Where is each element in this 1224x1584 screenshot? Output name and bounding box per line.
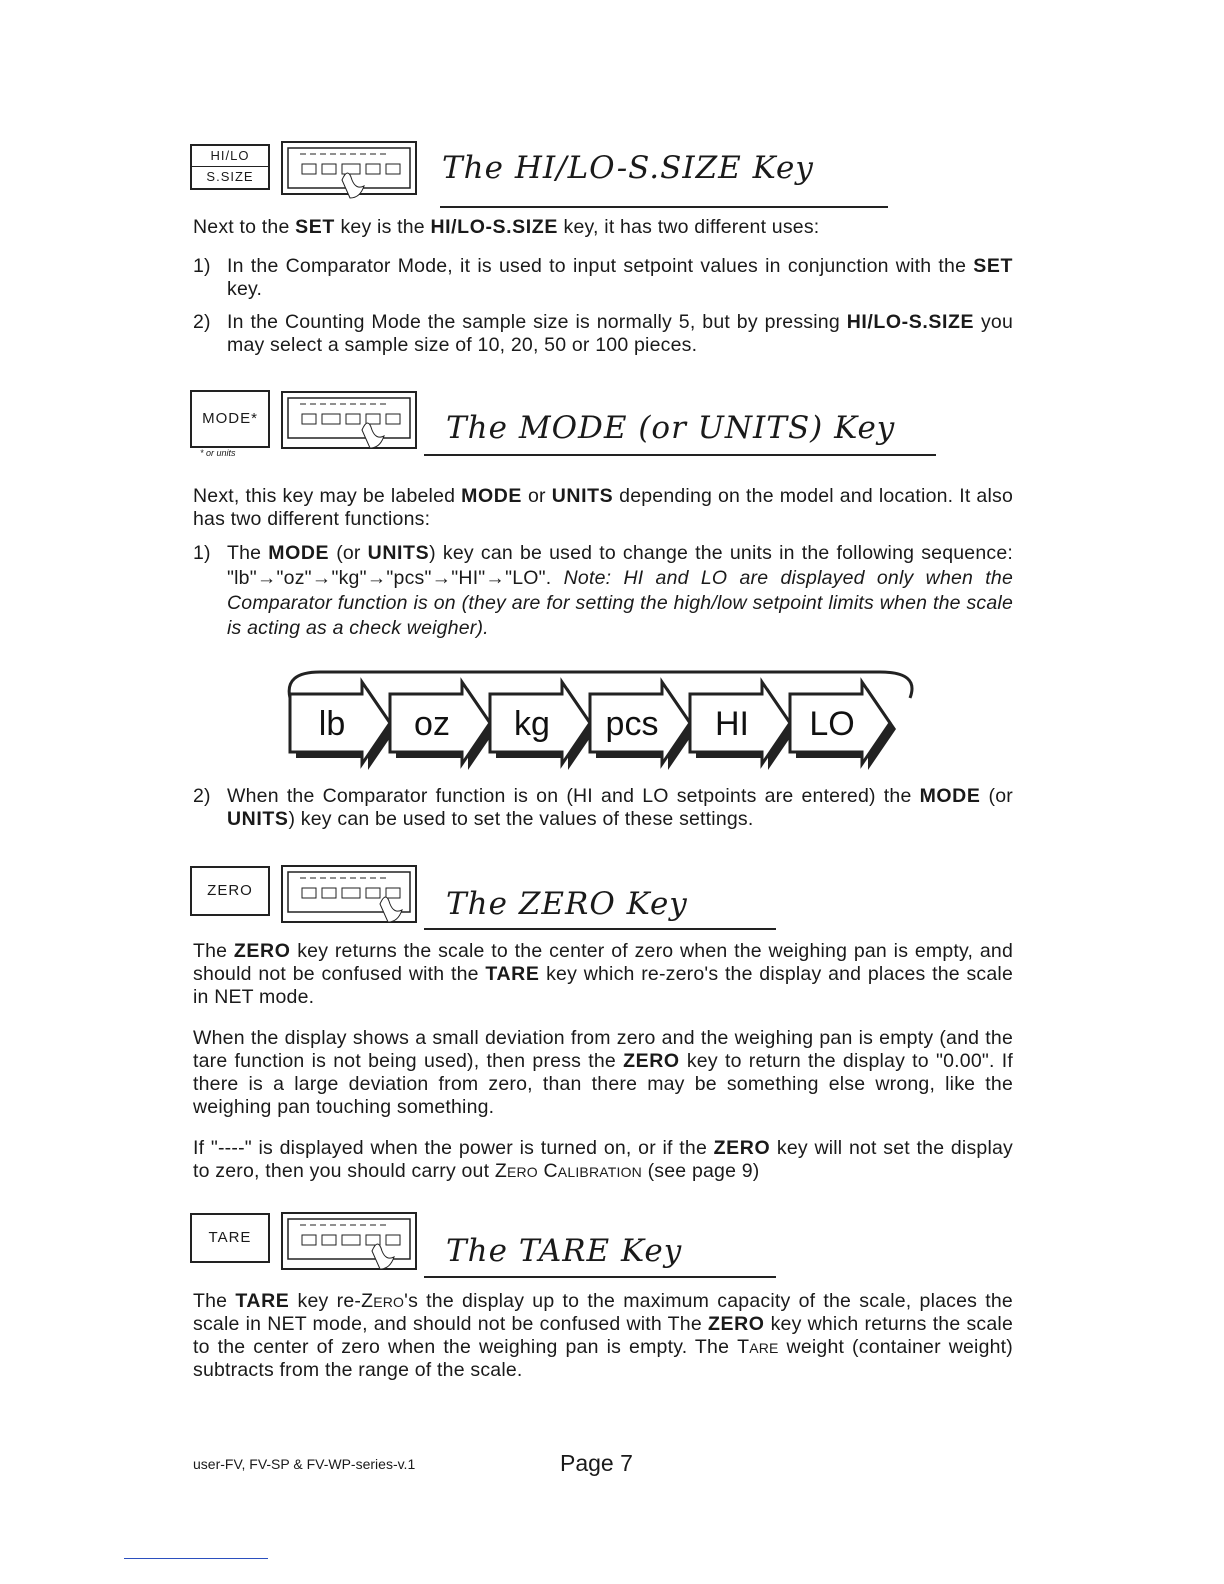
keypad-panel-icon <box>280 1209 420 1275</box>
unit-label-oz: oz <box>414 705 450 743</box>
zero-title-rule <box>424 928 776 930</box>
hilo-item-2: 2) In the Counting Mode the sample size is normally 5, but by pressing HI/LO-S.SIZE you may select a sample size of 10, 20, 50 or 100 pieces. <box>193 311 1013 356</box>
footer-model-series: user-FV, FV-SP & FV-WP-series-v.1 <box>193 1456 416 1472</box>
keypad-panel-icon <box>280 862 420 928</box>
page-number: Page 7 <box>560 1450 633 1476</box>
unit-label-pcs: pcs <box>605 705 659 743</box>
mode-title: The MODE (or UNITS) Key <box>446 410 896 446</box>
mode-item-1: 1) The MODE (or UNITS) key can be used to change the units in the following sequence: "lb"→"oz"→"kg"→"pcs"→"HI"→"LO". Note: HI and LO are displayed only when the Comparator function is on (they are for setting the high/low setpoint limits when the scale is acting as a check weigher). <box>193 542 1014 639</box>
tare-header <box>190 1213 950 1283</box>
keypad-panel-icon <box>280 140 420 202</box>
keypad-panel-icon <box>280 386 420 454</box>
tare-key-label: TARE <box>190 1213 270 1263</box>
unit-label-hi: HI <box>715 705 749 743</box>
tare-title-rule <box>424 1276 776 1278</box>
zero-paragraph-3: If "----" is displayed when the power is turned on, or if the ZERO key will not set the display to zero, then you should carry out Zero Calibration (see page 9) <box>193 1137 1013 1182</box>
hilo-title: The HI/LO-S.SIZE Key <box>442 150 814 186</box>
mode-item-2: 2) When the Comparator function is on (HI and LO setpoints are entered) the MODE (or UNITS) key can be used to set the values of these settings. <box>193 785 1013 830</box>
zero-title: The ZERO Key <box>446 886 688 922</box>
hilo-key-label-top: HI/LO <box>192 146 268 167</box>
unit-label-lo: LO <box>809 705 855 743</box>
zero-paragraph-2: When the display shows a small deviation from zero and the weighing pan is empty (and the tare function is not being used), then press the ZERO key to return the display to "0.00". If there is a large deviation from zero, than there may be something else wrong, like the weighing pan touching something. <box>193 1027 1013 1118</box>
hilo-header <box>190 144 950 214</box>
zero-paragraph-1: The ZERO key returns the scale to the center of zero when the weighing pan is empty, and should not be confused with the TARE key which re-zero's the display and places the scale in NET mode. <box>193 940 1014 1008</box>
hilo-title-rule <box>440 206 888 208</box>
unit-label-kg: kg <box>514 705 550 743</box>
unit-label-lb: lb <box>318 705 346 743</box>
hilo-key-label-bottom: S.SIZE <box>206 169 254 184</box>
hilo-intro: Next to the SET key is the HI/LO-S.SIZE key, it has two different uses: <box>193 216 820 238</box>
mode-key-label: MODE* <box>190 390 270 448</box>
mode-header <box>190 390 950 460</box>
zero-key-label: ZERO <box>190 866 270 916</box>
hilo-key-label <box>190 144 270 190</box>
zero-header <box>190 866 950 936</box>
mode-intro: Next, this key may be labeled MODE or UNITS depending on the model and location. It also has two different functions: <box>193 485 1013 530</box>
mode-title-rule <box>424 454 936 456</box>
units-sequence-diagram <box>270 658 950 778</box>
tare-title: The TARE Key <box>446 1233 683 1269</box>
hilo-item-1: 1) In the Comparator Mode, it is used to input setpoint values in conjunction with the SET key. <box>193 255 1013 300</box>
mode-footnote: * or units <box>200 448 236 458</box>
tare-paragraph: The TARE key re-Zero's the display up to the maximum capacity of the scale, places the scale in NET mode, and should not be confused with The ZERO key which returns the scale to the center of zero when the weighing pan is empty. The Tare weight (container weight) subtracts from the range of the scale. <box>193 1290 1013 1381</box>
bottom-rule <box>124 1558 268 1559</box>
